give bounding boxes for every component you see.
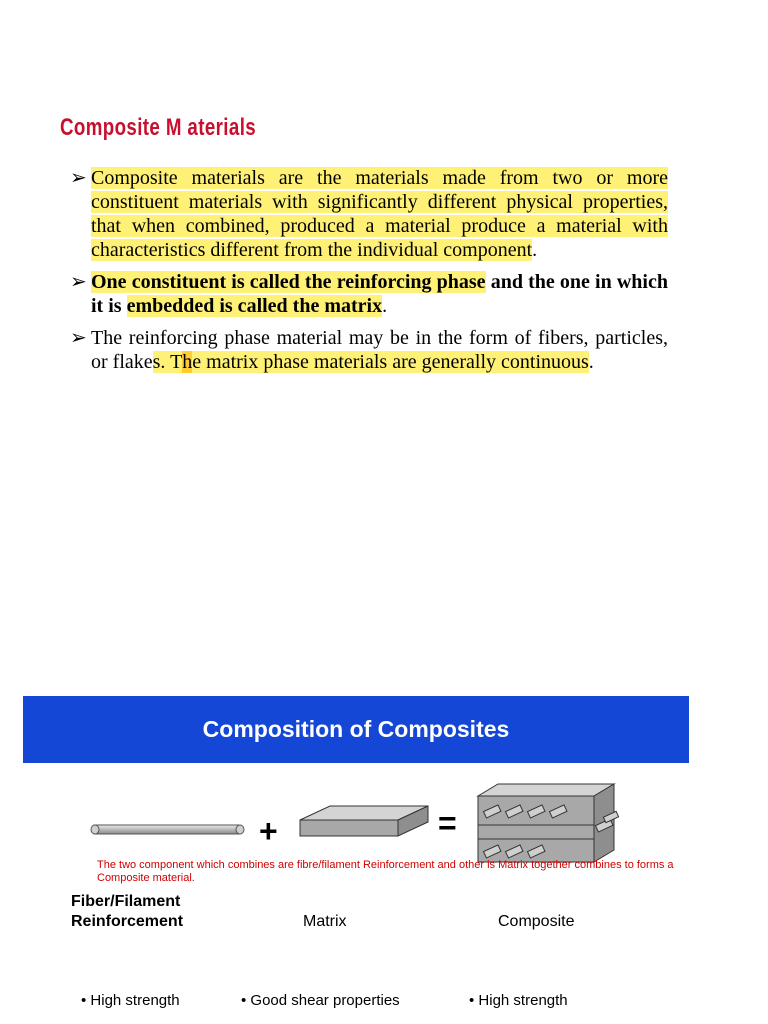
text-segment: One constituent is called the reinforcing phase — [91, 271, 486, 293]
fiber-label-line1: Fiber/Filament — [71, 893, 181, 910]
matrix-property: • Good shear properties — [241, 992, 400, 1009]
fiber-rod-icon — [91, 825, 244, 834]
bullet-text — [91, 166, 668, 262]
composite-block-icon — [478, 784, 619, 862]
text-segment: The reinforcing phase material may be in the form of fibers, particles, or flake — [91, 327, 668, 373]
matrix-slab-icon — [300, 806, 428, 836]
text-segment: s. T — [152, 351, 183, 373]
bullet-item — [70, 326, 668, 374]
matrix-label: Matrix — [303, 913, 347, 930]
bullet-text — [91, 326, 668, 374]
bullet-list — [70, 166, 668, 382]
page-title: Composite M aterials — [60, 114, 257, 141]
fiber-property: • High strength — [81, 992, 180, 1009]
composition-diagram — [0, 770, 768, 870]
composite-label: Composite — [498, 913, 575, 930]
diagram-caption: The two component which combines are fibre/filament Reinforcement and other is Matrix together combines to forms a Composite material. — [97, 859, 674, 884]
text-segment: embedded is called the matrix — [126, 295, 383, 317]
bullet-item — [70, 166, 668, 262]
plus-sign: + — [259, 813, 278, 849]
text-segment: . — [382, 295, 388, 317]
bullet-item — [70, 270, 668, 318]
arrow-bullet-icon: ➢ — [70, 271, 87, 293]
text-segment: Composite materials are the materials made from two or more constituent materials with significantly different physical properties, that when combined, produced a material produce a material with characteristics different from the individual component — [91, 167, 668, 261]
text-segment: and the one in which it is — [91, 271, 668, 317]
text-segment: e matrix phase materials are generally continuous — [192, 351, 589, 373]
text-segment: . — [588, 351, 594, 373]
section-banner — [23, 696, 689, 763]
text-segment: h — [182, 351, 193, 373]
bullet-text — [91, 270, 668, 318]
arrow-bullet-icon: ➢ — [70, 327, 87, 349]
text-segment: . — [532, 239, 538, 261]
composite-property: • High strength — [469, 992, 568, 1009]
arrow-bullet-icon: ➢ — [70, 167, 87, 189]
fiber-label-line2: Reinforcement — [71, 913, 184, 930]
equals-sign: = — [438, 805, 457, 841]
banner-title: Composition of Composites — [202, 716, 510, 742]
